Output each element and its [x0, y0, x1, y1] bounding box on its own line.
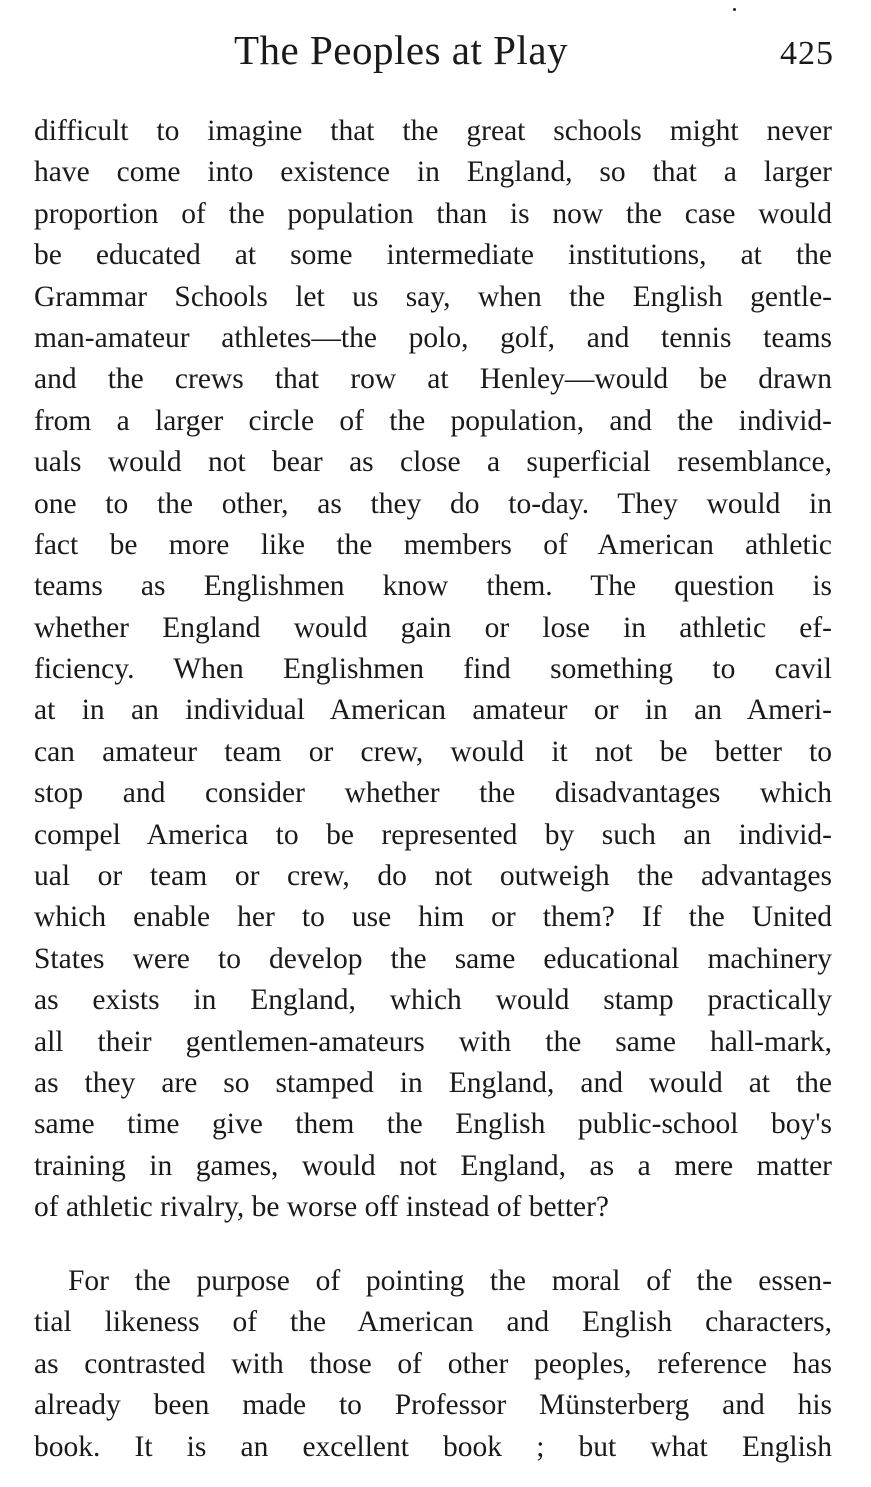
text-line: difficult to imagine that the great schools might never — [34, 115, 832, 147]
text-line: whether England would gain or lose in athletic ef- — [34, 611, 832, 644]
text-line: training in games, would not England, as a mere matter — [34, 1149, 832, 1182]
text-line: States were to develop the same educational machinery — [34, 942, 832, 975]
text-line: ual or team or crew, do not outweigh the advantages — [34, 860, 832, 893]
text-line: as contrasted with those of other peoples, reference has — [34, 1347, 832, 1380]
text-line: fact be more like the members of American athletic — [34, 528, 832, 561]
running-head — [34, 22, 834, 78]
text-line: man-amateur athletes—the polo, golf, and tennis teams — [34, 321, 832, 354]
text-line: be educated at some intermediate institutions, at the — [34, 239, 832, 272]
text-line: compel America to be represented by such an individ- — [34, 818, 832, 851]
paragraph-1 — [34, 111, 832, 1229]
text-line: at in an individual American amateur or in an Ameri- — [34, 694, 832, 727]
print-speck — [733, 8, 736, 11]
text-line: book. It is an excellent book ; but what English — [34, 1430, 832, 1463]
text-line: one to the other, as they do to-day. They would in — [34, 487, 832, 520]
text-line: uals would not bear as close a superficial resemblance, — [34, 446, 832, 479]
text-line: from a larger circle of the population, and the individ- — [34, 404, 832, 437]
text-line: tial likeness of the American and English characters, — [34, 1306, 832, 1339]
text-line: as they are so stamped in England, and would at the — [34, 1066, 832, 1099]
text-line: Grammar Schools let us say, when the English gentle- — [34, 280, 832, 313]
text-line: have come into existence in England, so that a larger — [34, 156, 832, 189]
text-line: ficiency. When Englishmen find something to cavil — [34, 653, 832, 686]
page-number: 425 — [780, 35, 834, 72]
text-line: as exists in England, which would stamp practically — [34, 984, 832, 1017]
text-line: For the purpose of pointing the moral of the essen- — [68, 1265, 832, 1297]
running-title: The Peoples at Play — [234, 27, 569, 73]
text-line: proportion of the population than is now the case would — [34, 197, 832, 230]
text-line: and the crews that row at Henley—would be drawn — [34, 363, 832, 396]
text-line: same time give them the English public-school boy's — [34, 1108, 832, 1141]
text-line: of athletic rivalry, be worse off instead of better? — [34, 1191, 610, 1224]
paragraph-2 — [34, 1261, 832, 1468]
text-line: already been made to Professor Münsterberg and his — [34, 1389, 832, 1422]
text-line: stop and consider whether the disadvantages which — [34, 777, 832, 810]
text-line: teams as Englishmen know them. The question is — [34, 570, 832, 603]
text-line: all their gentlemen-amateurs with the same hall-mark, — [34, 1025, 832, 1058]
text-line: which enable her to use him or them? If the United — [34, 901, 832, 934]
text-line: can amateur team or crew, would it not be better to — [34, 735, 832, 768]
